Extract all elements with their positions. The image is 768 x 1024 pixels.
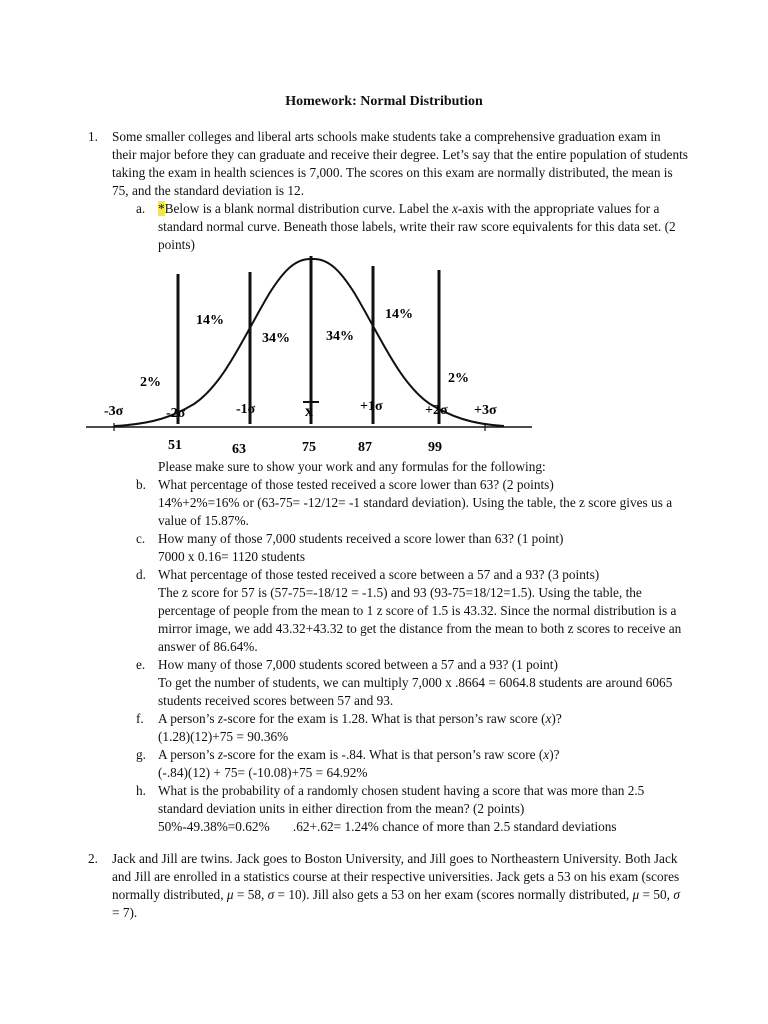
part-letter: g.: [136, 747, 146, 762]
percent-label: 2%: [448, 371, 469, 386]
part-answer: 14%+2%=16% or (63-75= -12/12= -1 standard deviation). Using the table, the z score gives us a value of 15.87%.: [158, 495, 673, 528]
highlighted-star: *: [158, 201, 165, 216]
part-answer: (1.28)(12)+75 = 90.36%: [158, 729, 289, 744]
mu-symbol: μ: [632, 887, 640, 902]
question-text-segment: = 50,: [639, 887, 674, 902]
raw-score-label: 75: [302, 440, 316, 455]
sigma-label: +3σ: [474, 403, 497, 418]
part-a-text-post: -axis with the appropriate values for a standard normal curve. Beneath those labels, write their raw score equivalents for this data set. (2 points): [158, 201, 676, 252]
percent-label: 34%: [262, 331, 290, 346]
part-letter: h.: [136, 783, 146, 798]
raw-score-label: 51: [168, 438, 182, 453]
percent-label: 14%: [196, 313, 224, 328]
raw-score-label: 63: [232, 442, 246, 456]
part-letter: e.: [136, 657, 146, 672]
question-text-segment: Jack and Jill are twins. Jack goes to Boston University, and Jill goes to Northeastern University. Both Jack and Jill are enrolled in a statistics course at their respective universities. Jack gets a 53 on his exam (scores normally distributed,: [112, 851, 680, 902]
question-text-segment: )?: [549, 747, 560, 762]
mean-symbol: x: [305, 403, 313, 420]
raw-score-label: 87: [358, 440, 372, 455]
sigma-label: -1σ: [236, 402, 256, 417]
x-variable: x: [545, 711, 552, 726]
normal-distribution-chart: [84, 256, 534, 456]
part-answer: 50%-49.38%=0.62% .62+.62= 1.24% chance of more than 2.5 standard deviations: [158, 819, 617, 834]
part-letter: a.: [136, 201, 146, 216]
x-variable: x: [543, 747, 550, 762]
sigma-label: +2σ: [425, 403, 448, 418]
x-variable: x: [451, 201, 458, 216]
page-title: Homework: Normal Distribution: [285, 94, 483, 109]
question-text-segment: A person’s: [158, 747, 218, 762]
part-a: [136, 200, 688, 254]
part-question: What percentage of those tested received a score between a 57 and a 93? (3 points): [158, 567, 600, 582]
question-text: [112, 850, 688, 922]
question-1: [88, 128, 688, 836]
sigma-label: +1σ: [360, 399, 383, 414]
bell-curve: [114, 259, 504, 426]
part-question: How many of those 7,000 students scored between a 57 and a 93? (1 point): [158, 657, 558, 672]
mu-symbol: μ: [226, 887, 234, 902]
question-text-segment: -score for the exam is -.84. What is that person’s raw score (: [223, 747, 544, 762]
question-number: 2.: [88, 851, 98, 866]
percent-label: 14%: [385, 307, 413, 322]
part-b: [136, 476, 688, 530]
part-letter: c.: [136, 531, 146, 546]
question-text: Some smaller colleges and liberal arts schools make students take a comprehensive graduation exam in their major before they can graduate and receive their degree. Let’s say that the entire population of students taking the exam in health sciences is 7,000. The scores on this exam are normally distributed, the mean is 75, and the standard deviation is 12.: [112, 129, 688, 198]
percent-label: 2%: [140, 375, 161, 390]
part-answer: The z score for 57 is (57-75=-18/12 = -1.5) and 93 (93-75=18/12=1.5). Using the table, the percentage of people from the mean to 1 z score of 1.5 is 43.32. Since the normal distribution is a mirror image, we add 43.32+43.32 to get the distance from the mean to both z scores to receive an answer of 86.64%.: [158, 585, 682, 654]
sigma-symbol: σ: [673, 887, 680, 902]
question-text-segment: = 10). Jill also gets a 53 on her exam (scores normally distributed,: [274, 887, 633, 902]
part-answer: (-.84)(12) + 75= (-10.08)+75 = 64.92%: [158, 765, 368, 780]
percent-label: 34%: [326, 329, 354, 344]
sigma-symbol: σ: [267, 887, 275, 902]
part-c: [136, 530, 688, 566]
part-letter: d.: [136, 567, 146, 582]
part-answer: 7000 x 0.16= 1120 students: [158, 549, 305, 564]
question-text-segment: -score for the exam is 1.28. What is that person’s raw score (: [223, 711, 546, 726]
part-question: What is the probability of a randomly chosen student having a score that was more than 2.5 standard deviation units in either direction from the mean? (2 points): [158, 783, 645, 816]
part-letter: b.: [136, 477, 146, 492]
part-f: [136, 710, 688, 746]
question-text-segment: A person’s: [158, 711, 218, 726]
part-question: [158, 746, 688, 764]
question-text-segment: )?: [551, 711, 562, 726]
z-variable: z: [217, 747, 224, 762]
sigma-label: -3σ: [104, 404, 124, 419]
z-variable: z: [217, 711, 224, 726]
question-2: [88, 850, 688, 922]
part-question: What percentage of those tested received a score lower than 63? (2 points): [158, 477, 554, 492]
question-text-segment: = 58,: [233, 887, 268, 902]
instructions-note: Please make sure to show your work and any formulas for the following:: [158, 459, 546, 474]
part-letter: f.: [136, 711, 144, 726]
part-h: [136, 782, 688, 836]
question-number: 1.: [88, 129, 98, 144]
question-text-segment: = 7).: [112, 905, 138, 920]
raw-score-label: 99: [428, 440, 442, 455]
sigma-label: -2σ: [166, 406, 186, 421]
part-a-text-pre: Below is a blank normal distribution curve. Label the: [164, 201, 452, 216]
part-g: [136, 746, 688, 782]
part-e: [136, 656, 688, 710]
part-question: How many of those 7,000 students received a score lower than 63? (1 point): [158, 531, 564, 546]
part-question: [158, 710, 688, 728]
part-d: [136, 566, 688, 656]
part-answer: To get the number of students, we can multiply 7,000 x .8664 = 6064.8 students are around 6065 students received scores between 57 and 93.: [158, 675, 673, 708]
